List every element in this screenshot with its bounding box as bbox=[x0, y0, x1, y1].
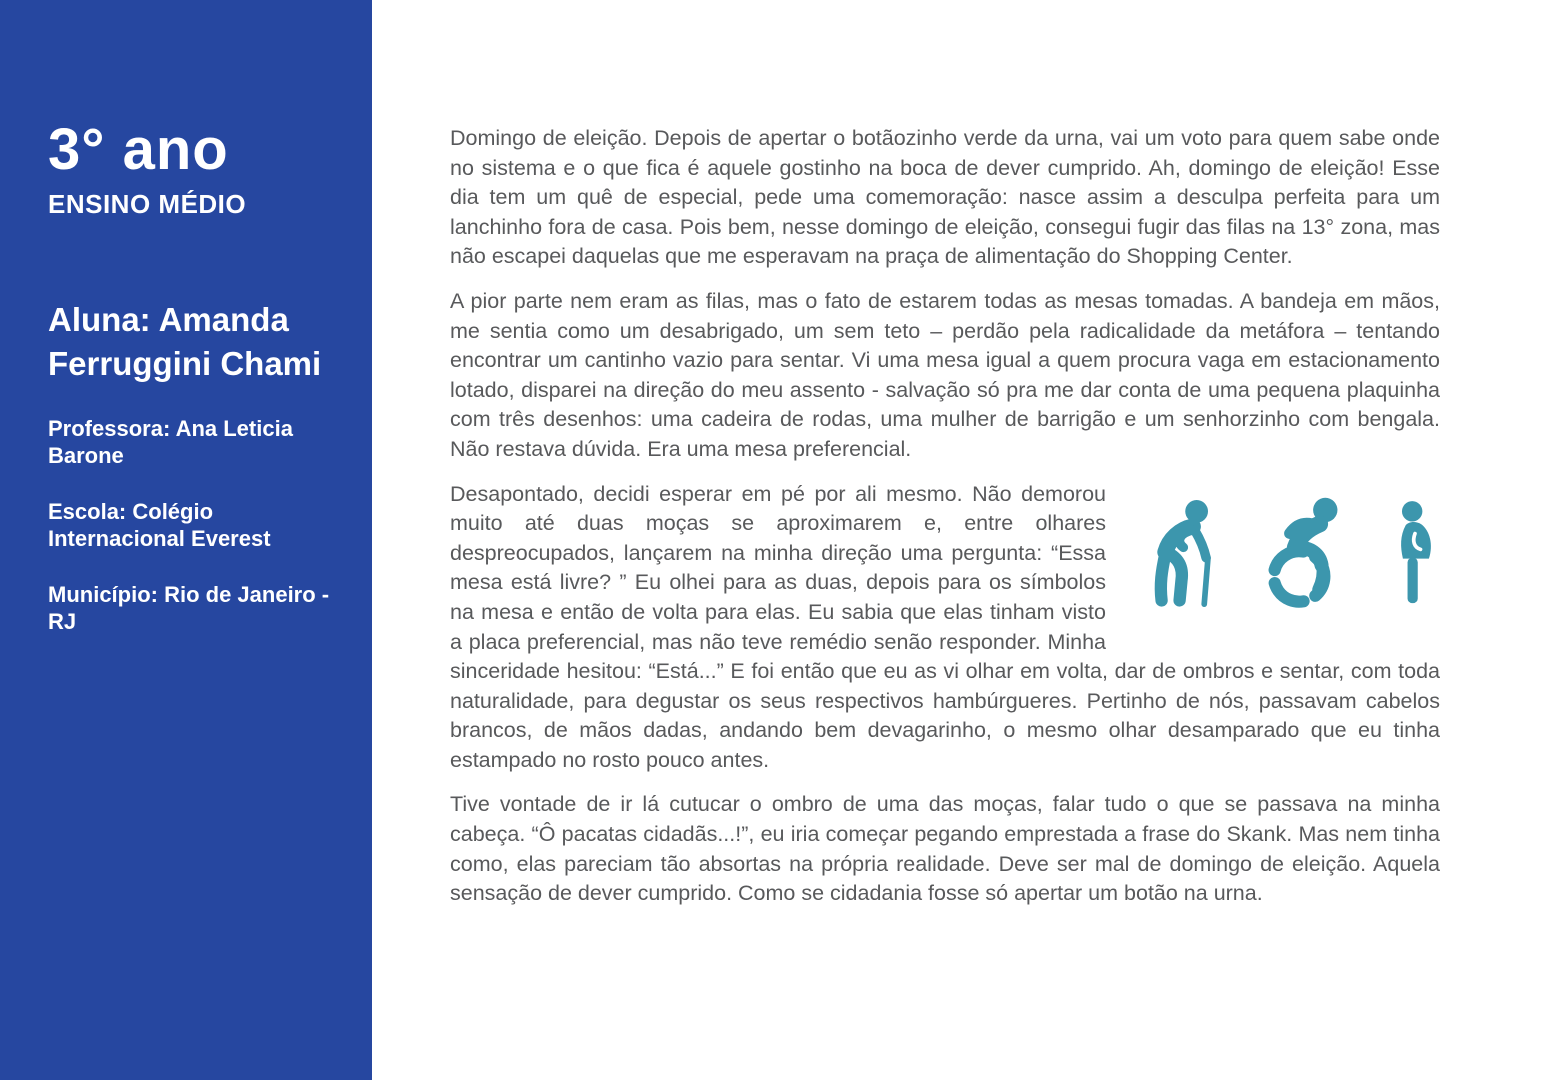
essay-paragraph-1: Domingo de eleição. Depois de apertar o botãozinho verde da urna, vai um voto para quem sabe onde no sistema e o que fica é aquele gostinho na boca de dever cumprido. Ah, domingo de eleição! Esse dia tem um quê de especial, pede uma comemoração: nasce assim a desculpa perfeita para um lanchinho fora de casa. Pois bem, nesse domingo de eleição, consegui fugir das filas na 13° zona, mas não escapei daquelas que me esperavam na praça de alimentação do Shopping Center. bbox=[450, 126, 1440, 269]
municipality: Município: Rio de Janeiro - RJ bbox=[48, 581, 330, 635]
grade-title: 3° ano bbox=[48, 117, 229, 182]
pregnant-woman-icon bbox=[1389, 498, 1440, 610]
wheelchair-user-icon bbox=[1256, 495, 1359, 612]
teacher-name: Professora: Ana Leticia Barone bbox=[48, 415, 293, 469]
accessibility-icons-group bbox=[1128, 480, 1440, 628]
grade-subtitle: ENSINO MÉDIO bbox=[48, 188, 247, 219]
essay-paragraph-2: A pior parte nem eram as filas, mas o fato de estarem todas as mesas tomadas. A bandeja em mãos, me sentia como um desabrigado, um sem teto – perdão pela radicalidade da metáfora – tentando encontrar um cantinho vazio para sentar. Vi uma mesa igual a quem procura vaga em estacionamento lotado, disparei na direção do meu assento - salvação só pra me dar conta de uma pequena plaquinha com três desenhos: uma cadeira de rodas, uma mulher de barrigão e um senhorzinho com bengala. Não restava dúvida. Era uma mesa preferencial. bbox=[450, 288, 1440, 461]
essay-paragraph-3 bbox=[450, 480, 1440, 776]
sidebar bbox=[0, 0, 372, 1080]
student-name: Aluna: Amanda Ferruggini Chami bbox=[48, 300, 322, 383]
essay-paragraph-4: Tive vontade de ir lá cutucar o ombro de uma das moças, falar tudo o que se passava na minha cabeça. “Ô pacatas cidadãs...!”, eu iria começar pegando emprestada a frase do Skank. Mas nem tinha como, elas pareciam tão absortas na própria realidade. Deve ser mal de domingo de eleição. Aquela sensação de dever cumprido. Como se cidadania fosse só apertar um botão na urna. bbox=[450, 792, 1440, 906]
essay-paragraph-3-text: Desapontado, decidi esperar em pé por ali mesmo. Não demorou muito até duas moças se aproximarem e, entre olhares despreocupados, lançarem na minha direção uma pergunta: “Essa mesa está livre? ” Eu olhei para as duas, depois para os símbolos na mesa e então de volta para elas. Eu sabia que elas tinham visto a placa preferencial, mas não teve remédio senão responder. Minha sinceridade hesitou: “Está...” E foi então que eu as vi olhar em volta, dar de ombros e sentar, com toda naturalidade, para degustar os seus respectivos hambúrgueres. Pertinho de nós, passavam cabelos brancos, de mãos dadas, andando bem devagarinho, o mesmo olhar desamparado que eu tinha estampado no rosto pouco antes. bbox=[450, 481, 1440, 772]
essay-body bbox=[450, 124, 1440, 909]
school-name: Escola: Colégio Internacional Everest bbox=[48, 498, 271, 552]
elderly-person-with-cane-icon bbox=[1136, 497, 1226, 611]
